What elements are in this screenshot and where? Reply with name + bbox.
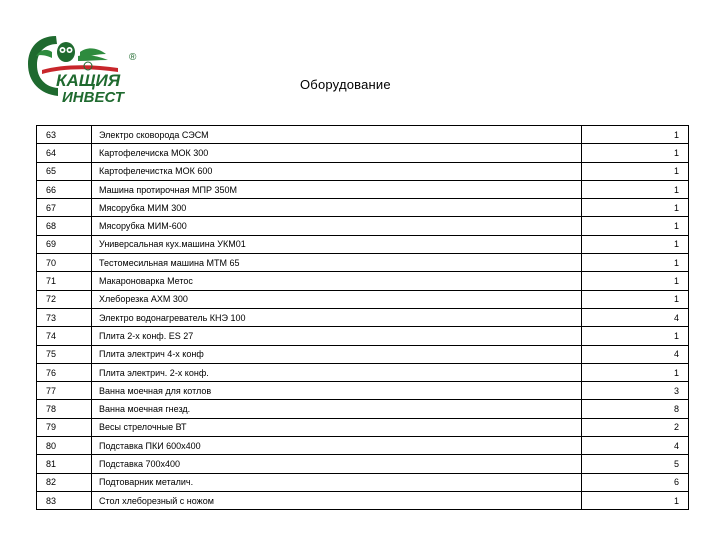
row-item-name: Электро водонагреватель КНЭ 100 [92, 308, 582, 326]
row-number: 76 [37, 363, 92, 381]
row-number: 64 [37, 144, 92, 162]
svg-text:ИНВЕСТ: ИНВЕСТ [62, 89, 124, 106]
row-item-name: Универсальная кух.машина УКМ01 [92, 235, 582, 253]
table-row [37, 382, 689, 400]
row-item-name: Плита электрич. 2-х конф. [92, 363, 582, 381]
row-item-name: Хлеборезка АХМ 300 [92, 290, 582, 308]
equipment-table [36, 125, 689, 510]
row-quantity: 8 [582, 400, 689, 418]
table-row [37, 327, 689, 345]
row-item-name: Подтоварник металич. [92, 473, 582, 491]
row-quantity: 1 [582, 199, 689, 217]
row-quantity: 1 [582, 272, 689, 290]
row-item-name: Ванна моечная для котлов [92, 382, 582, 400]
row-number: 70 [37, 254, 92, 272]
row-number: 74 [37, 327, 92, 345]
row-number: 63 [37, 126, 92, 144]
row-number: 73 [37, 308, 92, 326]
row-number: 72 [37, 290, 92, 308]
table-row [37, 473, 689, 491]
table-row [37, 217, 689, 235]
row-quantity: 4 [582, 437, 689, 455]
row-quantity: 1 [582, 126, 689, 144]
table-row [37, 254, 689, 272]
row-number: 82 [37, 473, 92, 491]
row-quantity: 4 [582, 345, 689, 363]
table-row [37, 345, 689, 363]
table-row [37, 144, 689, 162]
row-quantity: 2 [582, 418, 689, 436]
table-row [37, 126, 689, 144]
table-row [37, 491, 689, 509]
company-logo [22, 30, 146, 106]
row-number: 68 [37, 217, 92, 235]
row-item-name: Машина протирочная МПР 350М [92, 180, 582, 198]
row-item-name: Мясорубка МИМ-600 [92, 217, 582, 235]
row-item-name: Плита электрич 4-х конф [92, 345, 582, 363]
row-quantity: 4 [582, 308, 689, 326]
row-item-name: Плита 2-х конф. ES 27 [92, 327, 582, 345]
page-title: Оборудование [300, 77, 391, 92]
row-item-name: Макароноварка Метос [92, 272, 582, 290]
table-row [37, 363, 689, 381]
row-quantity: 1 [582, 491, 689, 509]
row-item-name: Электро сковорода СЭСМ [92, 126, 582, 144]
svg-text:КАЩИЯ: КАЩИЯ [56, 71, 121, 90]
row-number: 65 [37, 162, 92, 180]
row-item-name: Картофелечистка МОК 600 [92, 162, 582, 180]
table-row [37, 272, 689, 290]
row-quantity: 1 [582, 363, 689, 381]
table-row [37, 199, 689, 217]
row-item-name: Мясорубка МИМ 300 [92, 199, 582, 217]
row-quantity: 1 [582, 290, 689, 308]
row-number: 81 [37, 455, 92, 473]
row-quantity: 1 [582, 180, 689, 198]
row-number: 80 [37, 437, 92, 455]
row-item-name: Тестомесильная машина МТМ 65 [92, 254, 582, 272]
row-quantity: 3 [582, 382, 689, 400]
table-row [37, 235, 689, 253]
table-row [37, 180, 689, 198]
row-quantity: 1 [582, 254, 689, 272]
row-number: 77 [37, 382, 92, 400]
svg-text:®: ® [129, 52, 137, 63]
row-number: 79 [37, 418, 92, 436]
row-number: 78 [37, 400, 92, 418]
row-item-name: Весы стрелочные ВТ [92, 418, 582, 436]
row-number: 69 [37, 235, 92, 253]
row-quantity: 5 [582, 455, 689, 473]
row-number: 67 [37, 199, 92, 217]
row-item-name: Ванна моечная гнезд. [92, 400, 582, 418]
row-item-name: Стол хлеборезный с ножом [92, 491, 582, 509]
row-number: 75 [37, 345, 92, 363]
table-row [37, 162, 689, 180]
row-quantity: 6 [582, 473, 689, 491]
row-item-name: Картофелечиска МОК 300 [92, 144, 582, 162]
row-number: 83 [37, 491, 92, 509]
row-item-name: Подставка 700х400 [92, 455, 582, 473]
row-quantity: 1 [582, 144, 689, 162]
table-row [37, 437, 689, 455]
table-row [37, 308, 689, 326]
row-quantity: 1 [582, 217, 689, 235]
row-quantity: 1 [582, 235, 689, 253]
row-quantity: 1 [582, 327, 689, 345]
row-quantity: 1 [582, 162, 689, 180]
table-row [37, 455, 689, 473]
table-row [37, 418, 689, 436]
row-number: 66 [37, 180, 92, 198]
table-row [37, 400, 689, 418]
row-item-name: Подставка ПКИ 600х400 [92, 437, 582, 455]
row-number: 71 [37, 272, 92, 290]
table-row [37, 290, 689, 308]
